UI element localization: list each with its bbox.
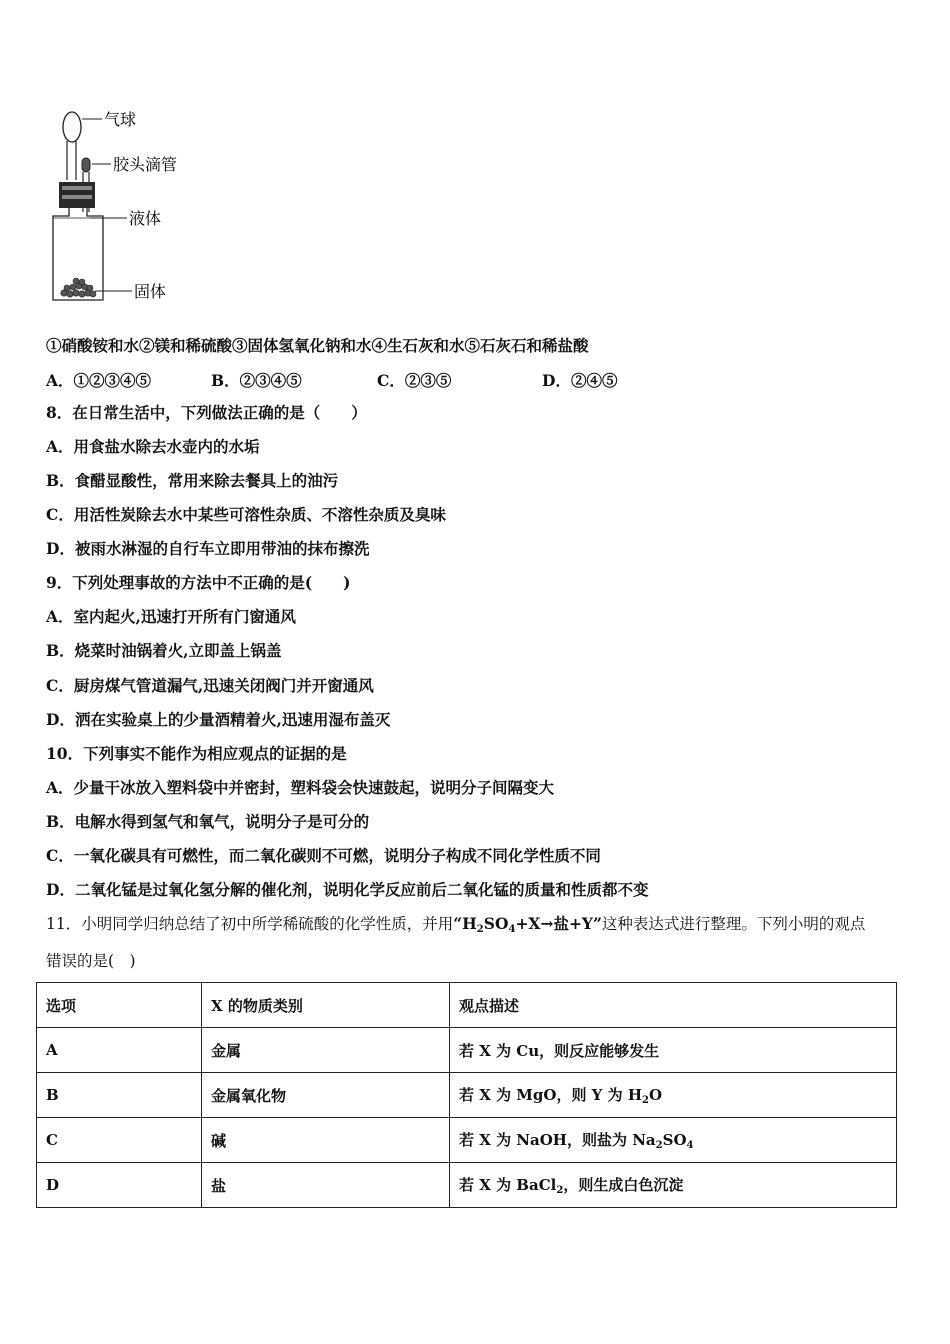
q11-stem-post: 这种表达式进行整理。下列小明的观点: [601, 915, 866, 933]
solid-particles: [61, 278, 96, 297]
row-d-option: D: [37, 1163, 202, 1208]
q8-option-c: C．用活性炭除去水中某些可溶性杂质、不溶性杂质及臭味: [46, 505, 446, 524]
dropper-bulb: [82, 158, 90, 172]
row-b-category: 金属氧化物: [202, 1073, 450, 1118]
row-b-desc-sub: 2: [642, 1095, 649, 1106]
q11-stem-line2: 错误的是( ): [46, 952, 136, 970]
q8-option-a: A．用食盐水除去水壶内的水垢: [46, 437, 260, 456]
row-c-desc: [450, 1118, 897, 1163]
header-category: X 的物质类别: [202, 983, 450, 1028]
q9-option-d: D．洒在实验桌上的少量酒精着火,迅速用湿布盖灭: [46, 710, 391, 729]
row-b-desc: [450, 1073, 897, 1118]
label-dropper: 胶头滴管: [113, 155, 178, 174]
row-a-option: A: [37, 1028, 202, 1073]
balloon-shape: [63, 112, 81, 142]
row-c-desc-pre: 若 X 为 NaOH，则盐为 Na: [459, 1131, 656, 1149]
row-c-desc-sub2: 4: [686, 1140, 694, 1151]
q10-option-d: D．二氧化锰是过氧化氢分解的催化剂，说明化学反应前后二氧化锰的质量和性质都不变: [46, 880, 649, 899]
table-row: [37, 1073, 897, 1118]
q7-items: ①硝酸铵和水②镁和稀硫酸③固体氢氧化钠和水④生石灰和水⑤石灰石和稀盐酸: [46, 336, 589, 355]
q8-option-d: D．被雨水淋湿的自行车立即用带油的抹布擦洗: [46, 539, 370, 558]
row-d-desc-sub: 2: [556, 1185, 564, 1196]
header-option: 选项: [37, 983, 202, 1028]
row-c-category: 碱: [202, 1118, 450, 1163]
q11-formula-h: “H: [453, 914, 477, 933]
q11-stem: [46, 914, 865, 940]
q9-option-a: A．室内起火,迅速打开所有门窗通风: [46, 607, 296, 626]
table-header-row: [37, 983, 897, 1028]
row-b-desc-pre: 若 X 为 MgO，则 Y 为 H: [459, 1086, 643, 1104]
q8-option-b: B．食醋显酸性，常用来除去餐具上的油污: [46, 471, 339, 490]
q9-stem: 9．下列处理事故的方法中不正确的是( ): [46, 573, 351, 592]
row-a-category: 金属: [202, 1028, 450, 1073]
row-c-desc-mid: SO: [662, 1131, 687, 1149]
label-balloon: 气球: [104, 110, 137, 129]
q7-option-b: B．②③④⑤: [211, 371, 302, 390]
q11-formula-sub4: 4: [508, 924, 516, 935]
q9-option-c: C．厨房煤气管道漏气,迅速关闭阀门并开窗通风: [46, 676, 374, 695]
q7-option-d: D．②④⑤: [542, 371, 618, 390]
q11-formula-sub2: 2: [476, 924, 484, 935]
header-description: 观点描述: [450, 983, 897, 1028]
table-row: [37, 1118, 897, 1163]
q10-option-c: C．一氧化碳具有可燃性，而二氧化碳则不可燃，说明分子构成不同化学性质不同: [46, 846, 601, 865]
table-row: [37, 1163, 897, 1208]
q11-formula-rest: +X→盐+Y”: [515, 914, 602, 933]
q11-formula-so: SO: [483, 914, 509, 933]
apparatus-diagram: [45, 100, 205, 310]
q7-options: [46, 369, 666, 389]
q10-option-b: B．电解水得到氢气和氧气，说明分子是可分的: [46, 812, 370, 831]
row-a-desc: 若 X 为 Cu，则反应能够发生: [450, 1028, 897, 1073]
row-c-desc-sub: 2: [655, 1140, 663, 1151]
q7-option-a: A．①②③④⑤: [46, 371, 152, 390]
q9-option-b: B．烧菜时油锅着火,立即盖上锅盖: [46, 641, 282, 660]
q11-stem-pre: 11．小明同学归纳总结了初中所学稀硫酸的化学性质，并用: [46, 915, 454, 933]
row-b-desc-post: O: [648, 1086, 663, 1104]
label-solid: 固体: [134, 282, 167, 301]
q8-stem: 8．在日常生活中，下列做法正确的是（ ）: [46, 403, 367, 422]
row-b-option: B: [37, 1073, 202, 1118]
q7-option-c: C．②③⑤: [377, 371, 452, 390]
q11-table: [36, 982, 897, 1208]
q10-option-a: A．少量干冰放入塑料袋中并密封，塑料袋会快速鼓起，说明分子间隔变大: [46, 778, 555, 797]
row-d-category: 盐: [202, 1163, 450, 1208]
q10-stem: 10．下列事实不能作为相应观点的证据的是: [46, 744, 347, 763]
row-d-desc-post: ，则生成白色沉淀: [563, 1176, 684, 1194]
row-d-desc: [450, 1163, 897, 1208]
row-d-desc-pre: 若 X 为 BaCl: [459, 1176, 557, 1194]
label-liquid: 液体: [129, 209, 162, 228]
row-c-option: C: [37, 1118, 202, 1163]
table-row: [37, 1028, 897, 1073]
